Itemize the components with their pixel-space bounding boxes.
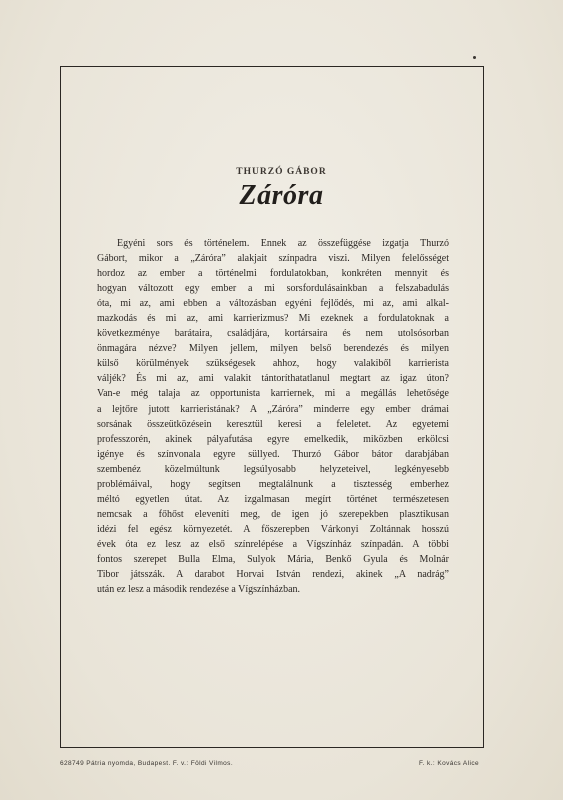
text-line: hordoz az ember a történelmi fordulatokban, konkréten mennyit és xyxy=(97,268,449,280)
page-title: Záróra xyxy=(239,180,324,211)
text-line: Egyéni sors és történelem. Ennek az összefüggése izgatja Thurzó xyxy=(117,238,449,249)
text-line: szembenéz közelmúltunk legsúlyosabb helyzeteivel, legkényesebb xyxy=(97,463,449,475)
text-line: a lejtőre jutott karrieristának? A „Záróra” minderre egy ember drámai xyxy=(97,403,449,415)
printer-imprint: 628749 Pátria nyomda, Budapest. F. v.: Földi Vilmos. xyxy=(60,760,234,767)
text-line: Van-e még talaja az opportunista karriernek, mi a megállás lehetősége xyxy=(97,388,449,400)
text-line: nemcsak a főhőst eleveníti meg, de igen jó szerepekben plasztikusan xyxy=(97,508,449,520)
text-line: hogyan változott egy ember a mi sorsfordulásainkban a felszabadulás xyxy=(97,283,449,295)
text-line: professzorén, akinek pályafutása egyre emelkedik, miközben erkölcsi xyxy=(97,433,449,445)
article-body xyxy=(97,236,449,597)
text-line: Gábort, mikor a „Záróra” alakjait színpadra viszi. Milyen felelősséget xyxy=(97,253,449,265)
text-line: méltó egyetlen útat. Az izgalmasan megírt történet természetesen xyxy=(97,493,449,505)
editor-credit: F. k.: Kovács Alice xyxy=(419,760,479,767)
text-line: idézi fel egész környezetét. A főszerepben Várkonyi Zoltánnak hosszú xyxy=(97,523,449,535)
text-line: mazkodás és mi az, ami karrierizmus? Mi ezeknek a fordulatoknak a xyxy=(97,313,449,325)
text-line: következménye barátaira, családjára, kortársaira és nem utolsósorban xyxy=(97,328,449,340)
text-line: évek óta ez lesz az első színrelépése a Vígszínház színpadán. A többi xyxy=(97,538,449,550)
author-name: THURZÓ GÁBOR xyxy=(236,167,327,177)
text-line: Tibor játsszák. A darabot Horvai István rendezi, akinek „A nadrág” xyxy=(97,569,449,581)
text-line: önmagára nézve? Milyen jellem, milyen belső berendezés és milyen xyxy=(97,343,449,355)
text-line: igénye és színvonala egyre süllyed. Thurzó Gábor bátor darabjában xyxy=(97,448,449,460)
print-speck xyxy=(473,56,476,59)
text-line: sorsának összeütközésein keresztül keresi a feleletet. Az egyetemi xyxy=(97,418,449,430)
text-line: fontos szerepet Bulla Elma, Sulyok Mária, Benkő Gyula és Molnár xyxy=(97,553,449,565)
text-line: külső körülmények szükségesek ahhoz, hogy valakiből karrierista xyxy=(97,358,449,370)
text-line: problémáival, hogy segítsen megtalálnunk a tisztesség emberhez xyxy=(97,478,449,490)
text-line: után ez lesz a második rendezése a Vígszínházban. xyxy=(97,584,301,596)
text-line: óta, mi az, ami ebben a változásban egyéni fejlődés, mi az, ami alkal- xyxy=(97,298,449,310)
text-line: váljék? És mi az, ami valakit tántoríthatatlanul megtart az igaz úton? xyxy=(97,373,449,385)
